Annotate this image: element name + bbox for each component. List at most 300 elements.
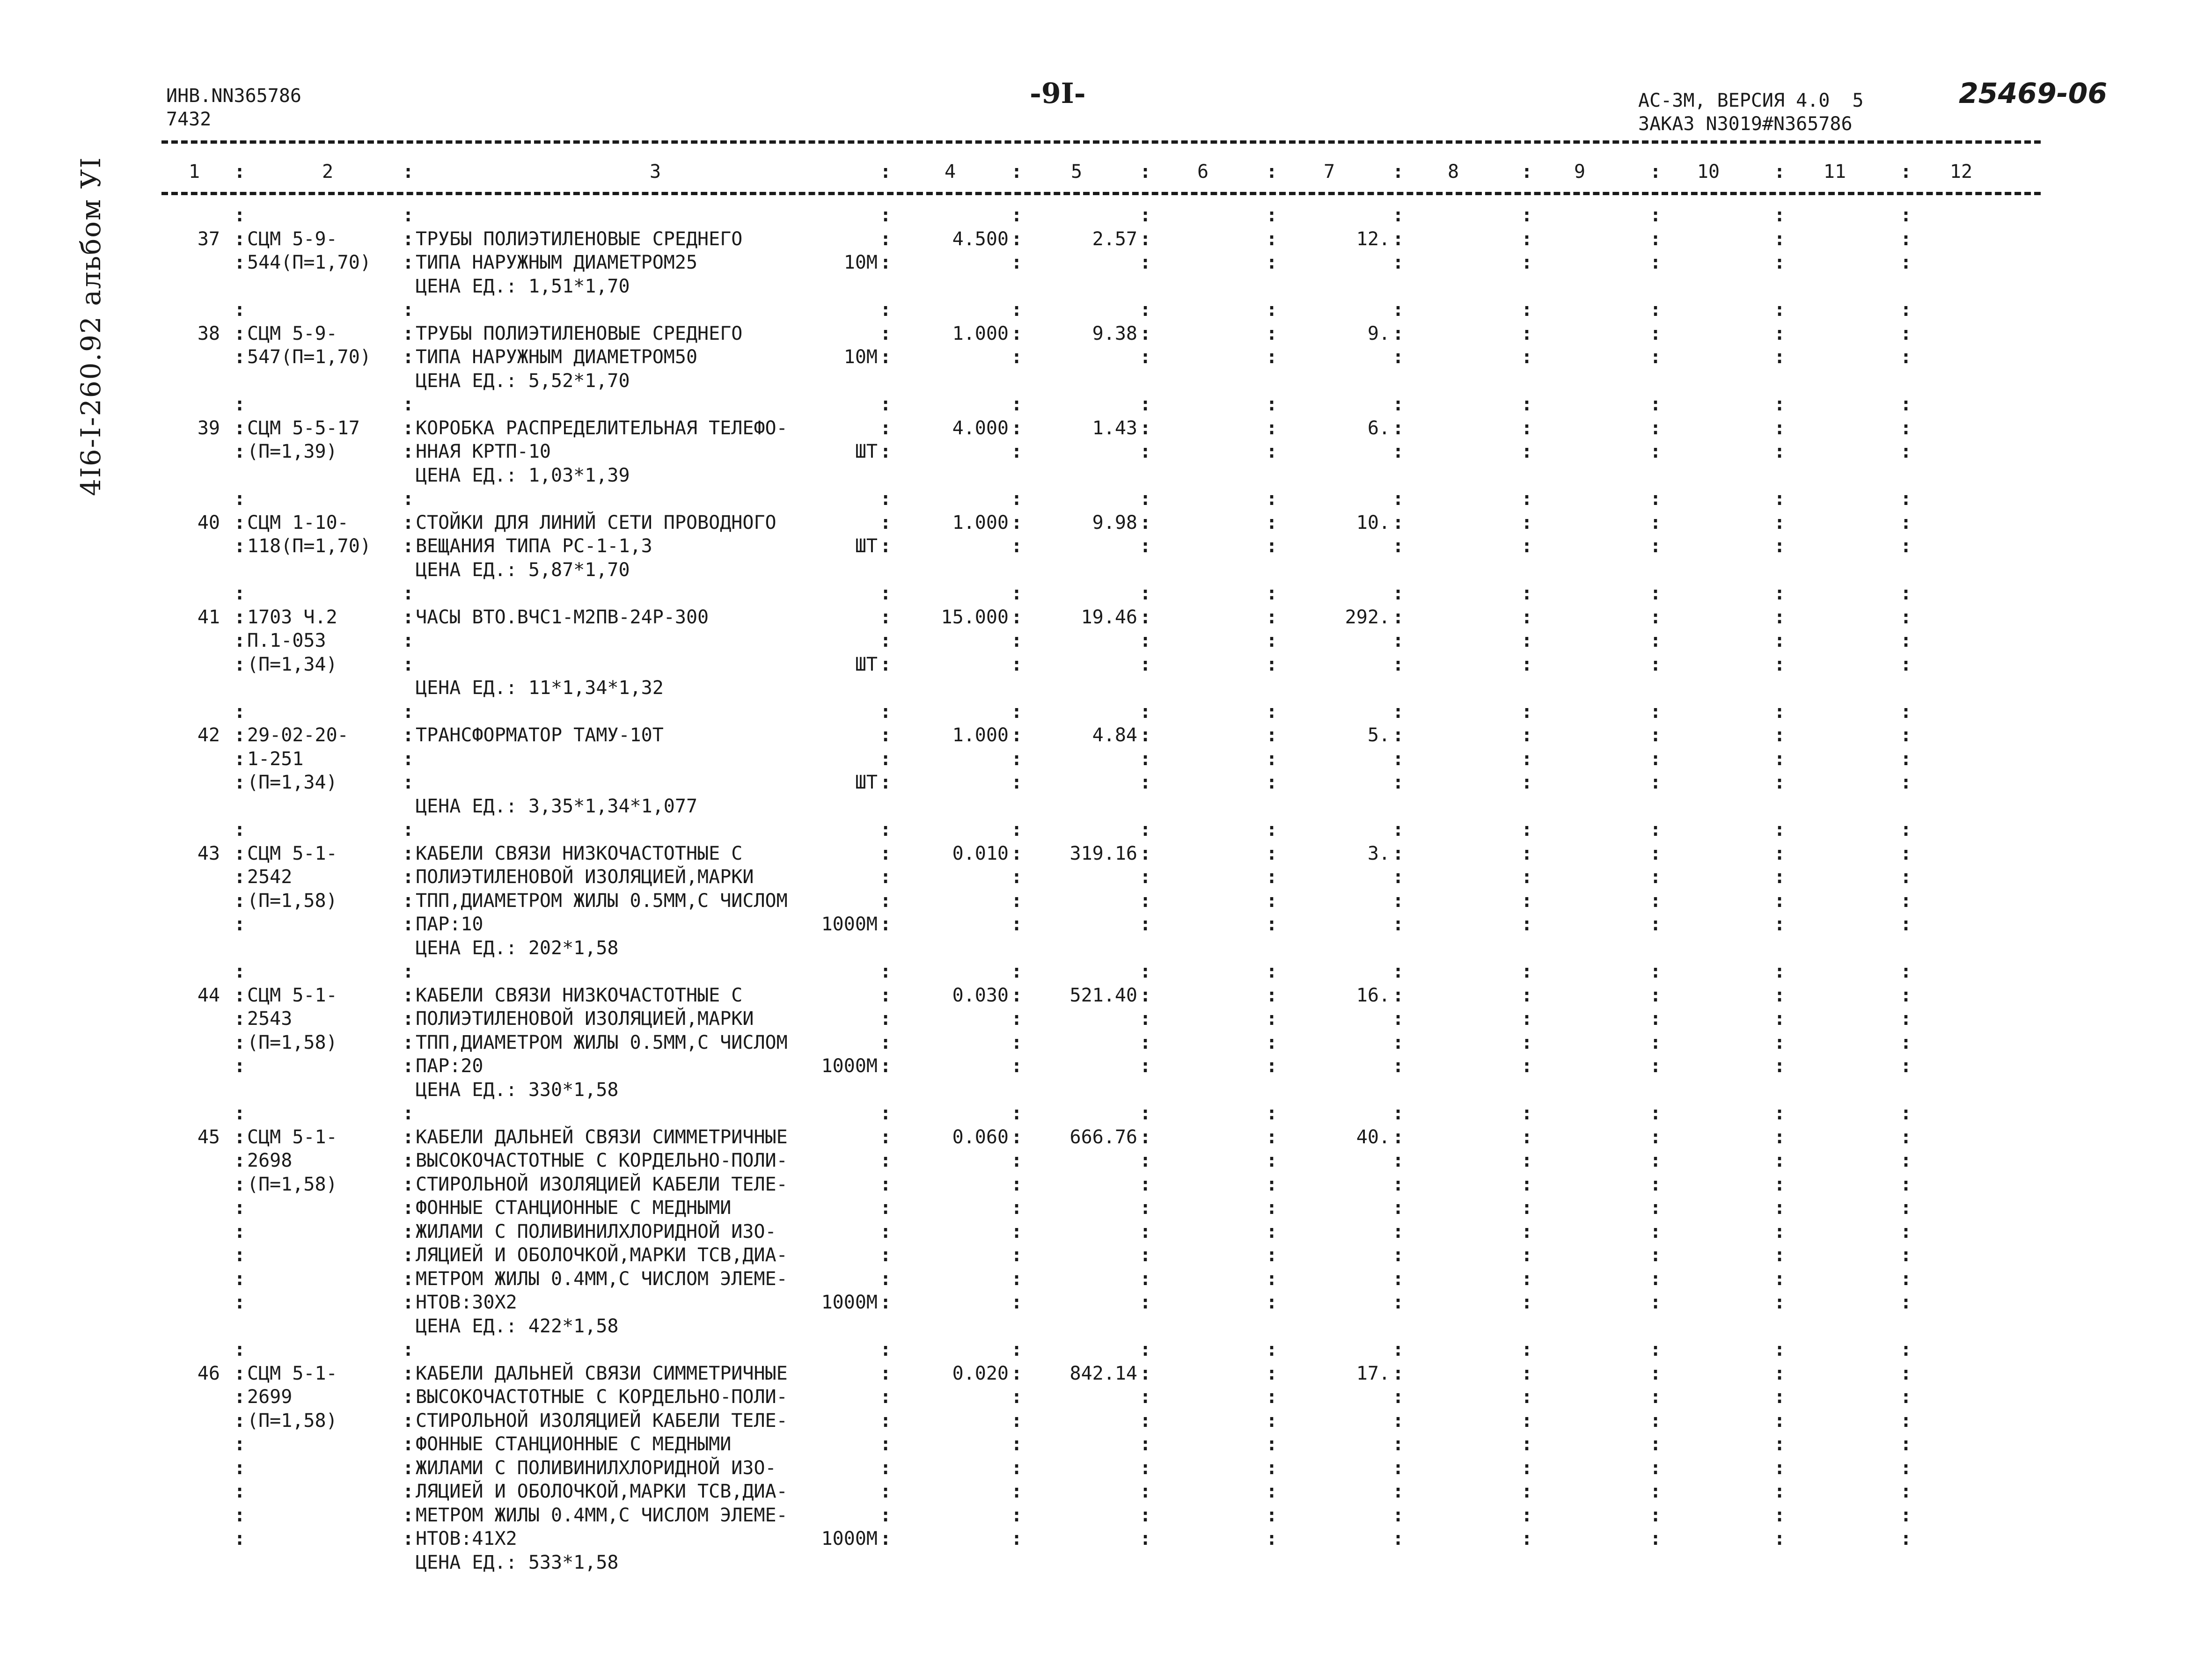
column-header: 12	[1949, 161, 1973, 183]
norm-code: 1-251	[247, 748, 304, 770]
column-separator: :	[1774, 1031, 1786, 1053]
column-separator: :	[880, 748, 892, 770]
item-description: ТПП,ДИАМЕТРОМ ЖИЛЫ 0.5ММ,С ЧИСЛОМ	[416, 890, 788, 912]
column-separator: :	[403, 748, 414, 770]
table-line	[0, 1007, 2212, 1031]
item-description: КАБЕЛИ ДАЛЬНЕЙ СВЯЗИ СИММЕТРИЧНЫЕ	[416, 1362, 788, 1384]
column-separator: :	[1774, 1197, 1786, 1219]
column-separator: :	[880, 394, 892, 415]
column-separator: :	[1900, 1173, 1912, 1195]
norm-code: 1703 Ч.2	[247, 606, 337, 628]
column-separator: :	[1521, 866, 1533, 888]
column-separator: :	[1774, 1528, 1786, 1549]
table-line	[0, 1125, 2212, 1149]
column-separator: :	[880, 1173, 892, 1195]
column-separator: :	[1774, 1173, 1786, 1195]
unit-price-note: ЦЕНА ЕД.: 1,51*1,70	[416, 275, 630, 297]
column-separator: :	[1774, 606, 1786, 628]
column-separator: :	[403, 1457, 414, 1479]
column-separator: :	[1900, 1362, 1912, 1384]
column-separator: :	[403, 842, 414, 864]
column-separator: :	[1774, 1362, 1786, 1384]
column-separator: :	[1900, 346, 1912, 368]
norm-code: СЦМ 5-1-	[247, 1126, 337, 1148]
column-separator: :	[1900, 748, 1912, 770]
column-separator: :	[1521, 1362, 1533, 1384]
total-cost: 17.	[1356, 1362, 1390, 1384]
column-separator: :	[1266, 1268, 1278, 1290]
column-separator: :	[880, 417, 892, 439]
column-separator: :	[1011, 441, 1023, 462]
quantity: 0.030	[952, 984, 1009, 1006]
column-separator: :	[234, 583, 246, 604]
total-cost: 10.	[1356, 512, 1390, 534]
column-separator: :	[1011, 1244, 1023, 1266]
column-separator: :	[1650, 1481, 1662, 1502]
column-separator: :	[403, 984, 414, 1006]
column-separator: :	[1900, 1244, 1912, 1266]
table-line	[0, 960, 2212, 984]
item-description: ТРАНСФОРМАТОР ТАМУ-10Т	[416, 724, 664, 746]
column-separator: :	[234, 961, 246, 982]
column-separator: :	[234, 1220, 246, 1242]
column-separator: :	[403, 299, 414, 321]
column-separator: :	[880, 866, 892, 888]
column-separator: :	[234, 1126, 246, 1148]
column-separator: :	[1392, 417, 1404, 439]
column-separator: :	[234, 512, 246, 534]
column-separator: :	[1521, 205, 1533, 226]
column-separator: :	[1774, 1244, 1786, 1266]
column-separator: :	[880, 1292, 892, 1313]
column-separator: :	[1521, 1528, 1533, 1549]
column-separator: :	[1392, 1504, 1404, 1526]
header-rule-bottom	[161, 192, 2041, 195]
table-line	[0, 1220, 2212, 1244]
column-separator: :	[403, 1433, 414, 1455]
column-separator: :	[1900, 1457, 1912, 1479]
column-separator: :	[1266, 583, 1278, 604]
unit-of-measure: 1000М	[821, 1292, 878, 1313]
estimate-table	[0, 204, 2212, 1574]
column-separator: :	[1521, 535, 1533, 557]
column-separator: :	[234, 1268, 246, 1290]
unit-price-note: ЦЕНА ЕД.: 11*1,34*1,32	[416, 677, 664, 699]
column-separator: :	[1392, 653, 1404, 675]
column-separator: :	[234, 299, 246, 321]
column-separator: :	[1521, 653, 1533, 675]
column-separator: :	[1266, 488, 1278, 510]
table-line	[0, 1196, 2212, 1220]
column-separator: :	[1521, 1339, 1533, 1360]
column-separator: :	[1140, 701, 1151, 723]
column-separator: :	[1011, 748, 1023, 770]
column-separator: :	[1392, 819, 1404, 840]
column-separator: :	[1140, 890, 1151, 912]
unit-of-measure: 10М	[843, 346, 878, 368]
column-separator: :	[1650, 1410, 1662, 1432]
column-separator: :	[1900, 1339, 1912, 1360]
column-separator: :	[1650, 961, 1662, 982]
table-line	[0, 1338, 2212, 1362]
unit-price-note: ЦЕНА ЕД.: 533*1,58	[416, 1551, 619, 1573]
column-separator: :	[1266, 653, 1278, 675]
column-separator: :	[1011, 866, 1023, 888]
column-separator: :	[1011, 842, 1023, 864]
item-description: КАБЕЛИ ДАЛЬНЕЙ СВЯЗИ СИММЕТРИЧНЫЕ	[416, 1126, 788, 1148]
column-separator: :	[1774, 205, 1786, 226]
column-separator: :	[1140, 1008, 1151, 1030]
column-separator: :	[403, 1528, 414, 1549]
column-separator: :	[1650, 1103, 1662, 1124]
total-cost: 5.	[1367, 724, 1390, 746]
column-separator: :	[1011, 228, 1023, 250]
column-separator: :	[403, 1103, 414, 1124]
column-separator: :	[1650, 1339, 1662, 1360]
norm-code: СЦМ 5-5-17	[247, 417, 360, 439]
column-separator: :	[1521, 1008, 1533, 1030]
total-cost: 16.	[1356, 984, 1390, 1006]
column-separator: :	[234, 914, 246, 935]
table-line	[0, 1409, 2212, 1433]
inventory-number: ИНВ.NN365786	[166, 85, 301, 107]
header-left	[166, 84, 301, 131]
column-separator: :	[1392, 161, 1404, 183]
column-separator: :	[880, 1457, 892, 1479]
column-separator: :	[403, 701, 414, 723]
column-separator: :	[880, 228, 892, 250]
column-separator: :	[1521, 1244, 1533, 1266]
column-separator: :	[1011, 1457, 1023, 1479]
table-line	[0, 487, 2212, 511]
column-separator: :	[1650, 1362, 1662, 1384]
column-separator: :	[1140, 512, 1151, 534]
column-separator: :	[1521, 842, 1533, 864]
column-separator: :	[1521, 1173, 1533, 1195]
column-separator: :	[1900, 228, 1912, 250]
item-description: ТПП,ДИАМЕТРОМ ЖИЛЫ 0.5ММ,С ЧИСЛОМ	[416, 1031, 788, 1053]
column-separator: :	[403, 205, 414, 226]
column-separator: :	[1140, 1481, 1151, 1502]
column-separator: :	[1900, 1197, 1912, 1219]
item-description: ВЫСОКОЧАСТОТНЫЕ С КОРДЕЛЬНО-ПОЛИ-	[416, 1386, 788, 1408]
column-separator: :	[1650, 583, 1662, 604]
column-separator: :	[1011, 1528, 1023, 1549]
table-line	[0, 322, 2212, 346]
total-cost: 12.	[1356, 228, 1390, 250]
column-separator: :	[403, 346, 414, 368]
unit-price-note: ЦЕНА ЕД.: 5,52*1,70	[416, 370, 630, 392]
quantity: 1.000	[952, 724, 1009, 746]
column-separator: :	[1266, 842, 1278, 864]
column-separator: :	[403, 866, 414, 888]
column-separator: :	[1392, 842, 1404, 864]
column-separator: :	[234, 630, 246, 651]
column-separator: :	[1011, 512, 1023, 534]
unit-cost: 666.76	[1069, 1126, 1137, 1148]
row-number: 41	[197, 606, 220, 628]
column-separator: :	[1900, 1433, 1912, 1455]
column-separator: :	[1140, 724, 1151, 746]
column-separator: :	[1011, 1386, 1023, 1408]
column-separator: :	[1900, 724, 1912, 746]
column-separator: :	[1774, 322, 1786, 344]
column-separator: :	[1521, 512, 1533, 534]
column-separator: :	[1521, 1150, 1533, 1171]
table-line	[0, 298, 2212, 322]
column-separator: :	[1140, 772, 1151, 793]
column-separator: :	[880, 890, 892, 912]
column-separator: :	[234, 748, 246, 770]
column-separator: :	[1774, 1268, 1786, 1290]
table-line	[0, 936, 2212, 960]
quantity: 15.000	[941, 606, 1009, 628]
column-separator: :	[403, 1150, 414, 1171]
table-line	[0, 275, 2212, 299]
column-separator: :	[1140, 1528, 1151, 1549]
table-line	[0, 795, 2212, 819]
table-line	[0, 251, 2212, 275]
column-separator: :	[1140, 961, 1151, 982]
table-line	[0, 700, 2212, 724]
column-separator: :	[1774, 653, 1786, 675]
column-separator: :	[1392, 1386, 1404, 1408]
column-separator: :	[1140, 1173, 1151, 1195]
column-separator: :	[1774, 748, 1786, 770]
column-separator: :	[1521, 346, 1533, 368]
column-separator: :	[1774, 299, 1786, 321]
column-separator: :	[1650, 228, 1662, 250]
column-separator: :	[1521, 252, 1533, 273]
column-separator: :	[1650, 346, 1662, 368]
column-separator: :	[1774, 914, 1786, 935]
column-separator: :	[1266, 252, 1278, 273]
column-header: 7	[1323, 161, 1335, 183]
column-header: 9	[1574, 161, 1586, 183]
column-separator: :	[880, 984, 892, 1006]
total-cost: 9.	[1367, 322, 1390, 344]
column-separator: :	[1650, 161, 1662, 183]
column-separator: :	[1011, 346, 1023, 368]
column-separator: :	[1774, 866, 1786, 888]
column-separator: :	[880, 630, 892, 651]
column-separator: :	[1650, 1292, 1662, 1313]
column-separator: :	[1266, 1008, 1278, 1030]
column-separator: :	[1900, 914, 1912, 935]
column-separator: :	[1140, 1339, 1151, 1360]
item-description: ЖИЛАМИ С ПОЛИВИНИЛХЛОРИДНОЙ ИЗО-	[416, 1220, 776, 1242]
column-separator: :	[1774, 583, 1786, 604]
column-separator: :	[1521, 819, 1533, 840]
column-separator: :	[1774, 161, 1786, 183]
column-separator: :	[1392, 1103, 1404, 1124]
item-description: КАБЕЛИ СВЯЗИ НИЗКОЧАСТОТНЫЕ С	[416, 842, 743, 864]
column-separator: :	[1521, 1457, 1533, 1479]
unit-of-measure: ШТ	[855, 535, 878, 557]
table-line	[0, 464, 2212, 488]
column-separator: :	[1266, 1457, 1278, 1479]
norm-code: (П=1,34)	[247, 653, 337, 675]
table-line	[0, 1504, 2212, 1527]
table-line	[0, 1243, 2212, 1267]
column-separator: :	[1011, 1268, 1023, 1290]
unit-cost: 9.98	[1092, 512, 1137, 534]
column-separator: :	[1011, 322, 1023, 344]
column-separator: :	[880, 1150, 892, 1171]
column-separator: :	[403, 394, 414, 415]
norm-code: (П=1,39)	[247, 441, 337, 462]
column-separator: :	[1392, 1173, 1404, 1195]
table-line	[0, 865, 2212, 889]
column-separator: :	[234, 1055, 246, 1077]
column-separator: :	[880, 512, 892, 534]
column-separator: :	[1392, 252, 1404, 273]
column-separator: :	[880, 322, 892, 344]
column-separator: :	[1011, 701, 1023, 723]
column-separator: :	[403, 252, 414, 273]
table-line	[0, 1102, 2212, 1125]
row-number: 39	[197, 417, 220, 439]
column-separator: :	[1011, 630, 1023, 651]
column-separator: :	[1521, 701, 1533, 723]
column-separator: :	[234, 724, 246, 746]
table-line	[0, 818, 2212, 842]
column-separator: :	[1900, 1504, 1912, 1526]
column-separator: :	[234, 1481, 246, 1502]
column-separator: :	[1650, 488, 1662, 510]
column-separator: :	[880, 299, 892, 321]
column-separator: :	[1650, 535, 1662, 557]
table-line	[0, 534, 2212, 558]
quantity: 1.000	[952, 322, 1009, 344]
quantity: 0.020	[952, 1362, 1009, 1384]
item-description: ПАР:10	[416, 914, 483, 935]
column-separator: :	[1392, 1339, 1404, 1360]
column-separator: :	[1774, 961, 1786, 982]
column-separator: :	[1266, 961, 1278, 982]
column-separator: :	[1774, 1339, 1786, 1360]
column-separator: :	[1140, 914, 1151, 935]
column-separator: :	[1521, 1410, 1533, 1432]
column-separator: :	[234, 842, 246, 864]
row-number: 45	[197, 1126, 220, 1148]
column-separator: :	[1011, 1055, 1023, 1077]
column-separator: :	[1266, 1410, 1278, 1432]
column-separator: :	[1650, 1244, 1662, 1266]
column-separator: :	[1900, 161, 1912, 183]
column-separator: :	[1140, 1150, 1151, 1171]
column-separator: :	[1266, 535, 1278, 557]
norm-code: (П=1,58)	[247, 890, 337, 912]
column-separator: :	[234, 1410, 246, 1432]
norm-code: СЦМ 5-1-	[247, 842, 337, 864]
column-separator: :	[1650, 819, 1662, 840]
column-separator: :	[1650, 866, 1662, 888]
column-separator: :	[1774, 890, 1786, 912]
column-separator: :	[1900, 1481, 1912, 1502]
column-separator: :	[1266, 161, 1278, 183]
unit-of-measure: 1000М	[821, 1528, 878, 1549]
column-separator: :	[1521, 583, 1533, 604]
table-line	[0, 984, 2212, 1008]
column-separator: :	[1900, 961, 1912, 982]
column-separator: :	[1650, 252, 1662, 273]
table-line	[0, 1054, 2212, 1078]
column-separator: :	[1650, 1008, 1662, 1030]
table-line	[0, 771, 2212, 795]
column-separator: :	[1392, 512, 1404, 534]
column-separator: :	[234, 606, 246, 628]
column-separator: :	[1650, 1528, 1662, 1549]
unit-cost: 9.38	[1092, 322, 1137, 344]
column-separator: :	[403, 772, 414, 793]
column-separator: :	[1140, 819, 1151, 840]
column-separator: :	[1900, 488, 1912, 510]
column-separator: :	[1266, 1528, 1278, 1549]
column-separator: :	[1774, 228, 1786, 250]
norm-code: 118(П=1,70)	[247, 535, 371, 557]
column-separator: :	[403, 1268, 414, 1290]
column-separator: :	[1011, 772, 1023, 793]
column-separator: :	[1011, 1150, 1023, 1171]
column-separator: :	[1900, 299, 1912, 321]
column-separator: :	[403, 161, 414, 183]
column-separator: :	[403, 583, 414, 604]
item-description: ТИПА НАРУЖНЫМ ДИАМЕТРОМ50	[416, 346, 698, 368]
column-separator: :	[1650, 890, 1662, 912]
column-separator: :	[1521, 1220, 1533, 1242]
item-description: ФОННЫЕ СТАНЦИОННЫЕ С МЕДНЫМИ	[416, 1197, 732, 1219]
norm-code: СЦМ 5-9-	[247, 228, 337, 250]
column-separator: :	[1521, 1268, 1533, 1290]
column-separator: :	[234, 653, 246, 675]
column-separator: :	[1011, 1126, 1023, 1148]
column-separator: :	[1521, 228, 1533, 250]
column-separator: :	[1266, 819, 1278, 840]
column-separator: :	[234, 1150, 246, 1171]
column-separator: :	[403, 1173, 414, 1195]
column-separator: :	[1140, 1292, 1151, 1313]
column-separator: :	[1392, 1244, 1404, 1266]
column-separator: :	[1650, 1457, 1662, 1479]
column-separator: :	[1392, 322, 1404, 344]
table-line	[0, 1291, 2212, 1315]
norm-code: П.1-053	[247, 630, 326, 651]
column-separator: :	[1521, 984, 1533, 1006]
column-separator: :	[1521, 961, 1533, 982]
column-separator: :	[1011, 161, 1023, 183]
column-separator: :	[1266, 748, 1278, 770]
table-line	[0, 1456, 2212, 1480]
column-separator: :	[1900, 1031, 1912, 1053]
column-separator: :	[403, 914, 414, 935]
row-number: 44	[197, 984, 220, 1006]
norm-code: СЦМ 5-9-	[247, 322, 337, 344]
norm-code: СЦМ 5-1-	[247, 1362, 337, 1384]
column-separator: :	[1140, 1386, 1151, 1408]
table-line	[0, 1173, 2212, 1197]
column-separator: :	[1650, 1173, 1662, 1195]
table-line	[0, 511, 2212, 535]
column-separator: :	[1266, 724, 1278, 746]
column-separator: :	[234, 866, 246, 888]
table-line	[0, 1551, 2212, 1575]
column-header: 3	[649, 161, 661, 183]
column-separator: :	[1650, 984, 1662, 1006]
column-separator: :	[1774, 417, 1786, 439]
column-header: 5	[1070, 161, 1083, 183]
column-separator: :	[1140, 346, 1151, 368]
